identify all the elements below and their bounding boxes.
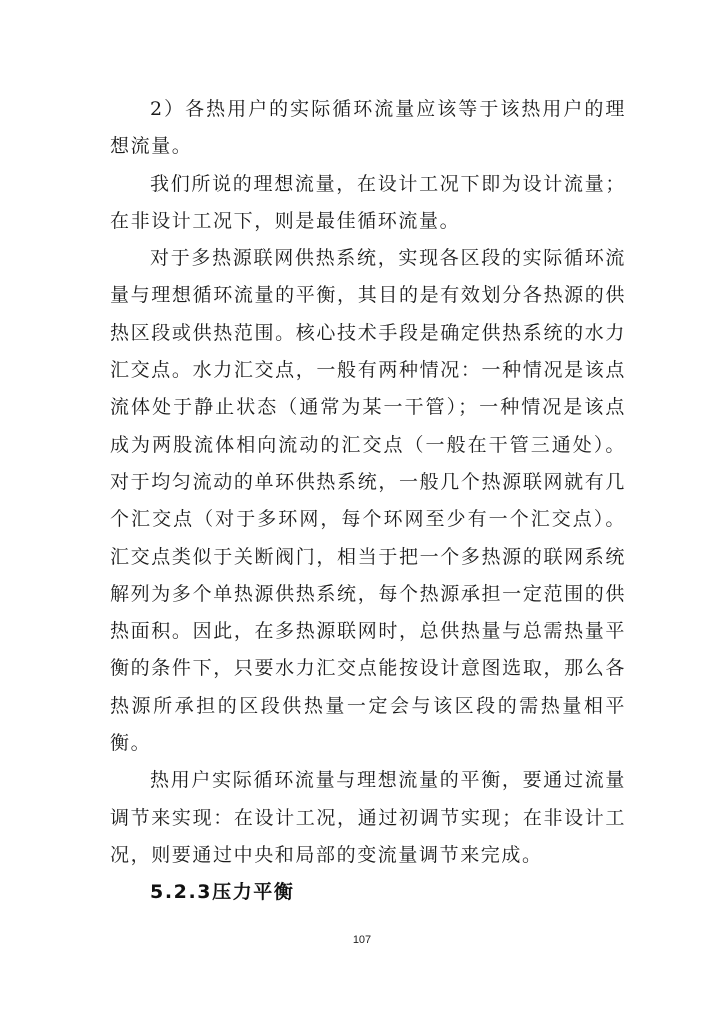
section-heading: 5.2.3压力平衡 — [150, 881, 295, 904]
paragraph-flow-regulation: 热用户实际循环流量与理想流量的平衡，要通过流量调节来实现：在设计工况，通过初调节实现；在非设计工况，则要通过中央和局部的变流量调节来完成。 — [110, 769, 626, 866]
paragraph-ideal-flow-definition: 我们所说的理想流量，在设计工况下即为设计流量；在非设计工况下，则是最佳循环流量。 — [110, 172, 626, 232]
paragraph-item-2: 2）各热用户的实际循环流量应该等于该热用户的理想流量。 — [110, 98, 626, 158]
paragraph-multi-source-balance: 对于多热源联网供热系统，实现各区段的实际循环流量与理想循环流量的平衡，其目的是有效划分各热源的供热区段或供热范围。核心技术手段是确定供热系统的水力汇交点。水力汇交点，一般有两种情况：一种情况是该点流体处于静止状态（通常为某一干管）；一种情况是该点成为两股流体相向流动的汇交点（一般在干管三通处）。对于均匀流动的单环供热系统，一般几个热源联网就有几个汇交点（对于多环网，每个环网至少有一个汇交点）。汇交点类似于关断阀门，相当于把一个多热源的联网系统解列为多个单热源供热系统，每个热源承担一定范围的供热面积。因此，在多热源联网时，总供热量与总需热量平衡的条件下，只要水力汇交点能按设计意图选取，那么各热源所承担的区段供热量一定会与该区段的需热量相平衡。 — [110, 247, 626, 755]
page-content — [110, 91, 626, 912]
page-number: 107 — [352, 934, 372, 946]
